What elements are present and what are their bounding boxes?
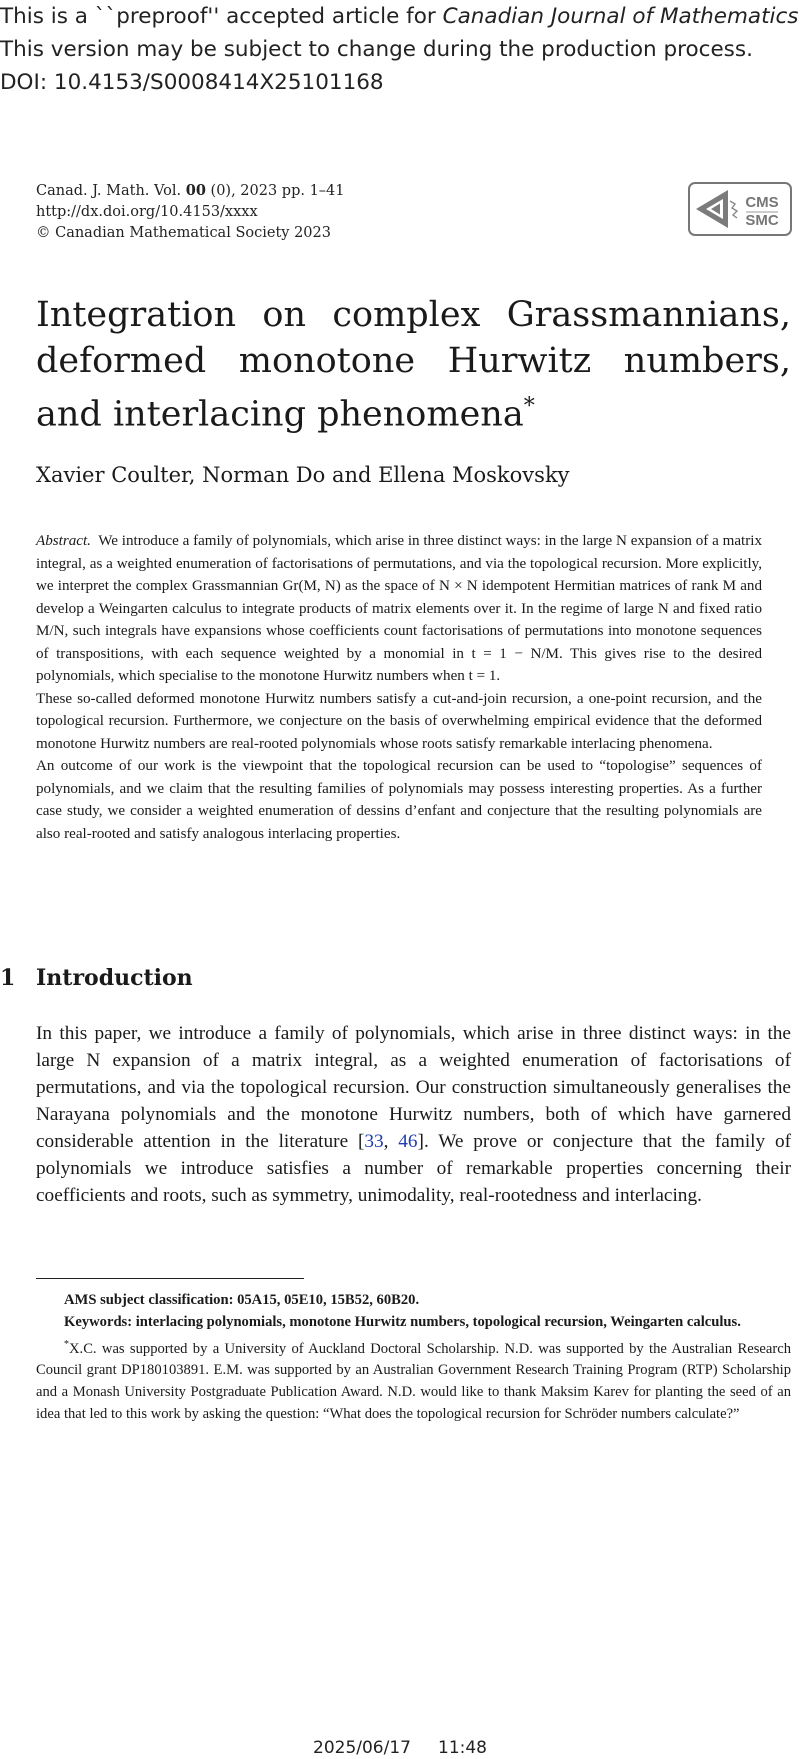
timestamp: 2025/06/17 11:48 (313, 1738, 487, 1758)
footnotes (36, 1290, 791, 1426)
cms-smc-logo (688, 182, 792, 236)
journal-name: Canadian Journal of Mathematics (442, 4, 799, 29)
preproof-line-2: This version may be subject to change during the production process. (0, 37, 753, 62)
title-line-2: deformed monotone Hurwitz numbers, (36, 341, 791, 381)
title-line-1: Integration on complex Grassmannians, (36, 295, 791, 335)
preproof-notice (0, 0, 800, 99)
preproof-line-1: This is a ``preproof'' accepted article for Canadian Journal of Mathematics (0, 4, 799, 29)
article-url: http://dx.doi.org/10.4153/xxxx (36, 204, 258, 220)
publication-info (36, 180, 345, 244)
abstract (36, 530, 762, 845)
ams-classification: AMS subject classification: 05A15, 05E10, 15B52, 60B20. (64, 1292, 420, 1308)
introduction-paragraph: In this paper, we introduce a family of polynomials, which arise in three distinct ways: in the large N expansion of a matrix integral, as a weighted enumeration of factorisations of permutations, and via the topological recursion. Our construction simultaneously generalises the Narayana polynomials and the monotone Hurwitz numbers, both of which have garnered considerable attention in the literature [33, 46]. We prove or conjecture that the family of polynomials we introduce satisfies a number of remarkable properties concerning their coefficients and roots, such as symmetry, unimodality, real-rootedness and interlacing. (36, 1023, 792, 1206)
title-footnote-mark: * (523, 394, 535, 419)
copyright-line: © Canadian Mathematical Society 2023 (36, 225, 331, 241)
citation-link[interactable]: 33 (364, 1131, 384, 1152)
journal-citation: Canad. J. Math. Vol. 00 (0), 2023 pp. 1–41 (36, 182, 345, 199)
abstract-label: Abstract. (36, 533, 91, 549)
cms-logo-icon (690, 184, 790, 234)
citation-link[interactable]: 46 (398, 1131, 418, 1152)
abstract-paragraph-3: An outcome of our work is the viewpoint that the topological recursion can be used to “topologise” sequences of polynomials, and we claim that the resulting families of polynomials may possess interesting properties. As a further case study, we consider a weighted enumeration of dessins d’enfant and conjecture that the resulting polynomials are also real-rooted and satisfy analogous interlacing properties. (36, 758, 762, 842)
title-line-3: and interlacing phenomena* (36, 394, 535, 435)
logo-text-smc: SMC (745, 212, 779, 229)
author-list: Xavier Coulter, Norman Do and Ellena Moskovsky (36, 463, 570, 487)
section-number: 1 (0, 965, 16, 991)
preproof-doi: DOI: 10.4153/S0008414X25101168 (0, 70, 384, 95)
abstract-paragraph-1: Abstract. We introduce a family of polynomials, which arise in three distinct ways: in the large N expansion of a matrix integral, as a weighted enumeration of factorisations of permutations, and via the topological recursion. More explicitly, we interpret the complex Grassmannian Gr(M, N) as the space of N × N idempotent Hermitian matrices of rank M and develop a Weingarten calculus to integrate products of matrix elements over it. In the regime of large N and fixed ratio M/N, such integrals have expansions whose coefficients count factorisations of permutations into monotone sequences of transpositions, with each sequence weighted by a monomial in t = 1 − N/M. This gives rise to the desired polynomials, which specialise to the monotone Hurwitz numbers when t = 1. (36, 533, 762, 684)
footnote-rule (36, 1278, 304, 1279)
section-title: Introduction (36, 965, 193, 991)
funding-footnote: *X.C. was supported by a University of Auckland Doctoral Scholarship. N.D. was supported by the Australian Research Council grant DP180103891. E.M. was supported by an Australian Government Research Training Program (RTP) Scholarship and a Monash University Postgraduate Publication Award. N.D. would like to thank Maksim Karev for planting the seed of an idea that led to this work by asking the question: “What does the topological recursion for Schröder numbers calculate?” (36, 1338, 791, 1422)
logo-text-cms: CMS (745, 194, 779, 211)
keywords: Keywords: interlacing polynomials, monotone Hurwitz numbers, topological recursion, Weingarten calculus. (64, 1313, 741, 1330)
abstract-paragraph-2: These so-called deformed monotone Hurwitz numbers satisfy a cut-and-join recursion, a one-point recursion, and the topological recursion. Furthermore, we conjecture on the basis of overwhelming empirical evidence that the deformed monotone Hurwitz numbers are real-rooted polynomials whose roots satisfy remarkable interlacing phenomena. (36, 690, 762, 752)
paper-title (36, 292, 791, 438)
